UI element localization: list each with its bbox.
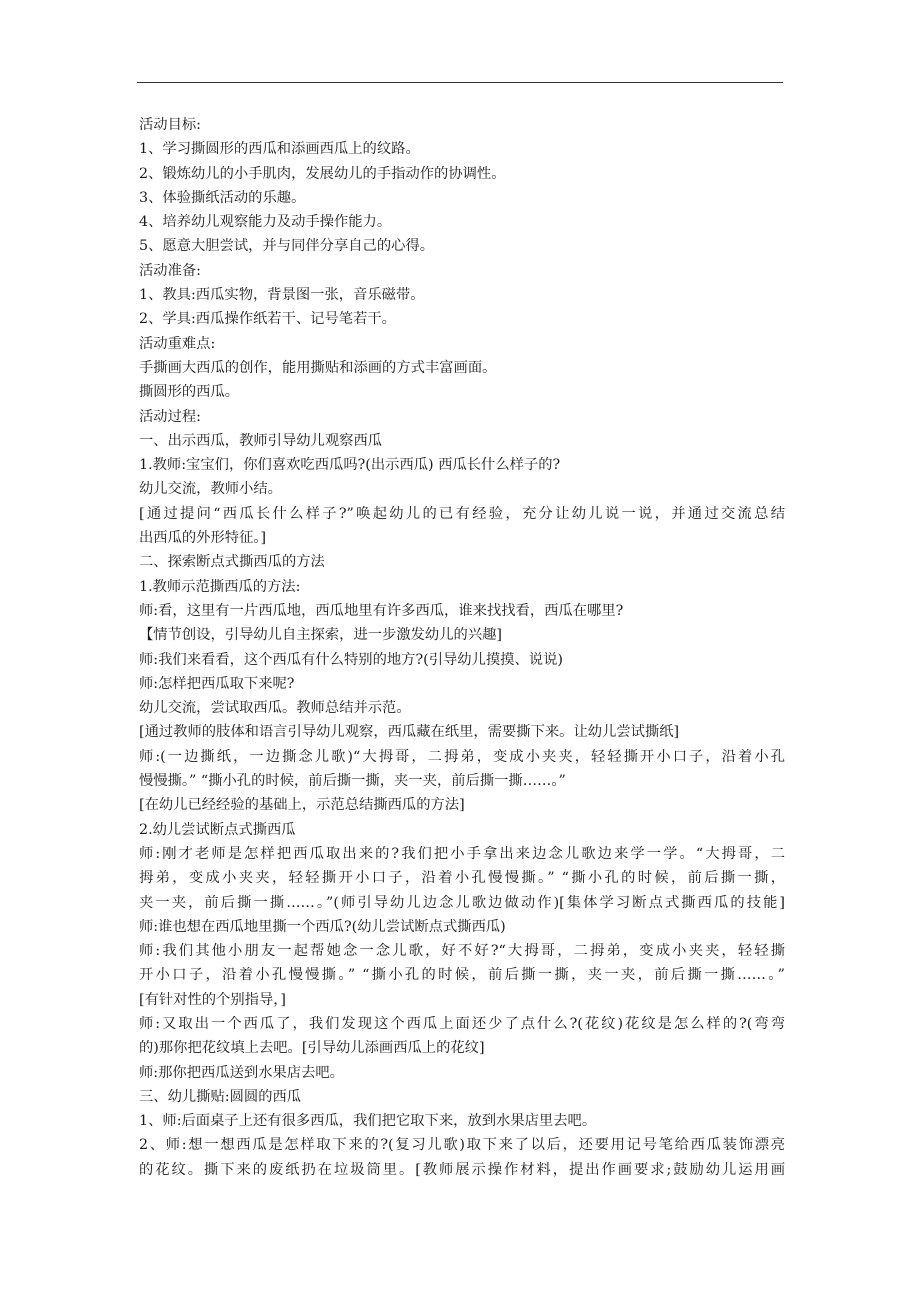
text-line: 2、师:想一想西瓜是怎样取下来的?(复习儿歌)取下来了以后，还要用记号笔给西瓜装饰漂亮 bbox=[139, 1137, 785, 1154]
text-line: 的花纹。撕下来的废纸扔在垃圾筒里。[教师展示操作材料，提出作画要求;鼓励幼儿运用画 bbox=[139, 1161, 785, 1178]
text-line: 【情节创设，引导幼儿自主探索，进一步激发幼儿的兴趣] bbox=[139, 627, 502, 644]
text-line: 幼儿交流，教师小结。 bbox=[139, 481, 282, 498]
text-line: 活动目标: bbox=[139, 117, 202, 133]
text-line: 三、幼儿撕贴:圆圆的西瓜 bbox=[139, 1088, 302, 1105]
text-line: 1、学习撕圆形的西瓜和添画西瓜上的纹路。 bbox=[139, 141, 420, 158]
text-line: [在幼儿已经经验的基础上，示范总结撕西瓜的方法] bbox=[139, 797, 465, 814]
text-line: 手撕画大西瓜的创作，能用撕贴和添画的方式丰富画面。 bbox=[139, 359, 497, 376]
text-line: 慢慢撕。” “撕小孔的时候，前后撕一撕，夹一夹，前后撕一撕……。” bbox=[139, 773, 566, 790]
text-line: 2.幼儿尝试断点式撕西瓜 bbox=[139, 821, 296, 838]
text-line: 师:刚才老师是怎样把西瓜取出来的?我们把小手拿出来边念儿歌边来学一学。“大拇哥，二 bbox=[139, 845, 785, 862]
text-line: 出西瓜的外形特征。] bbox=[139, 530, 267, 547]
text-line: 师:那你把西瓜送到水果店去吧。 bbox=[139, 1064, 344, 1081]
text-line: [有针对性的个别指导，] bbox=[139, 991, 286, 1008]
text-line: 师:怎样把西瓜取下来呢? bbox=[139, 675, 295, 692]
text-line: 活动重难点: bbox=[139, 335, 216, 352]
text-line: 夹一夹，前后撕一撕……。”(师引导幼儿边念儿歌边做动作)[集体学习断点式撕西瓜的技能] bbox=[139, 894, 785, 911]
text-line: 师:谁也想在西瓜地里撕一个西瓜?(幼儿尝试断点式撕西瓜) bbox=[139, 918, 506, 935]
text-line: 2、学具:西瓜操作纸若干、记号笔若干。 bbox=[139, 311, 396, 328]
text-line: 师:(一边撕纸，一边撕念儿歌)“大拇哥，二拇弟，变成小夹夹，轻轻撕开小口子，沿着小孔 bbox=[139, 748, 785, 765]
text-line: 1.教师示范撕西瓜的方法: bbox=[139, 578, 301, 595]
text-line: 活动准备: bbox=[139, 262, 202, 279]
text-line: 4、培养幼儿观察能力及动手操作能力。 bbox=[139, 214, 392, 231]
text-line: 1、教具:西瓜实物，背景图一张，音乐磁带。 bbox=[139, 287, 425, 304]
document-body bbox=[139, 113, 785, 1182]
text-line: [通过教师的肢体和语言引导幼儿观察，西瓜藏在纸里，需要撕下来。让幼儿尝试撕纸] bbox=[139, 724, 680, 741]
text-line: 1、师:后面桌子上还有很多西瓜，我们把它取下来，放到水果店里去吧。 bbox=[139, 1113, 597, 1130]
text-line: 拇弟，变成小夹夹，轻轻撕开小口子，沿着小孔慢慢撕。” “撕小孔的时候，前后撕一撕， bbox=[139, 870, 785, 887]
text-line: 一、出示西瓜，教师引导幼儿观察西瓜 bbox=[139, 432, 383, 449]
text-line: 师:看，这里有一片西瓜地，西瓜地里有许多西瓜，谁来找找看，西瓜在哪里? bbox=[139, 602, 624, 619]
header-rule bbox=[137, 82, 783, 83]
text-line: 二、探索断点式撕西瓜的方法 bbox=[139, 554, 325, 571]
text-line: 2、锻炼幼儿的小手肌肉，发展幼儿的手指动作的协调性。 bbox=[139, 165, 506, 182]
text-line: 师:我们来看看，这个西瓜有什么特别的地方?(引导幼儿摸摸、说说) bbox=[139, 651, 563, 668]
text-line: 活动过程: bbox=[139, 408, 202, 425]
text-line: 撕圆形的西瓜。 bbox=[139, 384, 240, 401]
text-line: 幼儿交流，尝试取西瓜。教师总结并示范。 bbox=[139, 700, 411, 717]
text-line: 师:我们其他小朋友一起帮她念一念儿歌，好不好?“大拇哥，二拇弟，变成小夹夹，轻轻撕 bbox=[139, 943, 785, 960]
text-line: 3、体验撕纸活动的乐趣。 bbox=[139, 189, 306, 206]
text-line: 开小口子，沿着小孔慢慢撕。” “撕小孔的时候，前后撕一撕，夹一夹，前后撕一撕……。” bbox=[139, 967, 785, 984]
text-line: 的)那你把花纹填上去吧。[引导幼儿添画西瓜上的花纹] bbox=[139, 1040, 485, 1057]
text-line: 1.教师:宝宝们，你们喜欢吃西瓜吗?(出示西瓜) 西瓜长什么样子的? bbox=[139, 457, 561, 474]
text-line: [通过提问“西瓜长什么样子?”唤起幼儿的已有经验，充分让幼儿说一说，并通过交流总结 bbox=[139, 505, 785, 522]
text-line: 师:又取出一个西瓜了，我们发现这个西瓜上面还少了点什么?(花纹)花纹是怎么样的?(弯弯 bbox=[139, 1015, 785, 1032]
text-line: 5、愿意大胆尝试，并与同伴分享自己的心得。 bbox=[139, 238, 435, 255]
